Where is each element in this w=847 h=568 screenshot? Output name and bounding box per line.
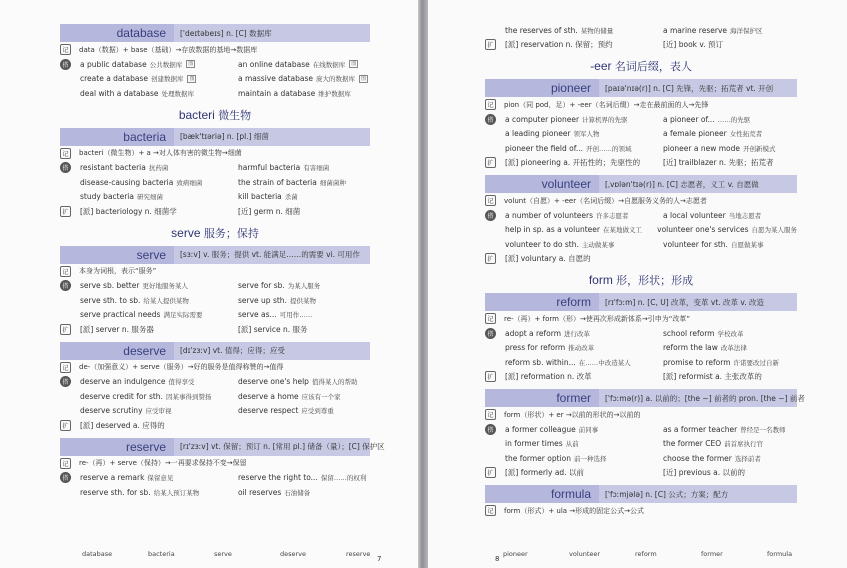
phrase-icon: 搭	[60, 59, 71, 70]
page-footer-index: pioneer volunteer reform former formula	[503, 550, 793, 558]
etymology-row: 记 volunt（自愿）+ -eer（名词后缀）→自愿服务义务的人→志愿者	[485, 193, 797, 208]
phrase-row: a leading pioneer 领军人物 a female pioneer 女性拓荒者	[505, 129, 763, 139]
definition: [rɪ'fɔːm] n. [C, U] 改革，变革 vt. 改革 v. 改造	[605, 297, 765, 307]
entry-header-deserve	[60, 342, 370, 360]
headword: reserve	[125, 439, 166, 454]
phrase-icon: 搭	[60, 280, 71, 291]
entry-header-former	[485, 389, 805, 407]
memory-icon: 记	[60, 44, 71, 55]
entry-header-database	[60, 24, 370, 42]
derivative-icon: 扩	[60, 324, 71, 335]
page-number: 8	[495, 555, 500, 563]
phrase-row: 搭 a former colleague 前同事 as a former teacher 曾经是一名教师	[485, 422, 797, 437]
memory-icon: 记	[60, 266, 71, 277]
phrase-row: serve sth. to sb. 给某人提供某物 serve up sth. 提供某物	[80, 295, 316, 305]
phrase-row: 搭 a public database 公共数据库 图 an online database 在线数据库 图	[60, 57, 370, 72]
memory-icon: 记	[485, 409, 496, 420]
page-number: 7	[377, 555, 382, 563]
headword: former	[556, 391, 591, 405]
phrase-row: 搭 serve sb. better 更好地服务某人 serve for sb. 为某人服务	[60, 279, 370, 294]
phrase-icon: 搭	[60, 472, 71, 483]
memory-icon: 记	[60, 148, 71, 159]
section-title: -eer 名词后缀，表人	[590, 59, 692, 73]
phrase-row: pioneer the field of... 开创……的领域 pioneer a new mode 开创新模式	[505, 143, 776, 153]
section-title: serve 服务；保持	[171, 225, 259, 240]
memory-icon: 记	[485, 313, 496, 324]
phrase-icon: 搭	[485, 424, 496, 435]
etymology-row: 记 re-（再）+ form（形）→使再次形成新体系→引申为“改革”	[485, 311, 797, 326]
phrase-icon: 搭	[60, 162, 71, 173]
definition: [bæk'tɪəriə] n. [pl.] 细菌	[180, 132, 269, 141]
headword: volunteer	[541, 177, 591, 191]
phrase-row: 搭 a number of volunteers 许多志愿者 a local volunteer 当地志愿者	[485, 208, 797, 223]
derivative-row: 扩 [派] server n. 服务器 [派] service n. 服务	[60, 322, 370, 337]
definition: [rɪ'zɜːv] vt. 保留；预订 n. [常用 pl.] 储备（量）；[C] 保护区	[180, 442, 385, 451]
headword: serve	[136, 247, 166, 262]
left-page	[0, 0, 418, 568]
memory-icon: 记	[60, 458, 71, 469]
entry-header-volunteer	[485, 175, 797, 193]
phrase-row: the former option 前一种选择 choose the former 选择前者	[505, 453, 761, 463]
etymology-row: 记 bacteri（微生物）+ a →对人体有害的微生物→细菌	[60, 146, 370, 161]
memory-icon: 记	[485, 505, 496, 516]
phrase-row: study bacteria 研究细菌 kill bacteria 杀菌	[80, 192, 298, 202]
derivative-icon: 扩	[485, 39, 496, 50]
etymology-row: 记 本身为词根，表示“服务”	[60, 264, 370, 279]
phrase-row: disease-causing bacteria 致病细菌 the strain of bacteria 细菌菌种	[80, 177, 346, 187]
entry-header-formula	[485, 485, 797, 503]
derivative-icon: 扩	[485, 371, 496, 382]
memory-icon: 记	[485, 195, 496, 206]
phrase-row: 搭 adopt a reform 进行改革 school reform 学校改革	[485, 326, 797, 341]
entry-header-reform	[485, 293, 797, 311]
definition: ['deɪtəbeɪs] n. [C] 数据库	[180, 28, 272, 38]
derivative-row: 扩 [派] bacteriology n. 细菌学 [近] germ n. 细菌	[60, 204, 370, 219]
definition: [paɪə'nɪə(r)] n. [C] 先锋，先驱；拓荒者 vt. 开创	[605, 83, 774, 93]
definition: ['fɔːmjələ] n. [C] 公式；方案；配方	[605, 489, 729, 499]
phrase-row: reserve sth. for sb. 给某人预订某物 oil reserves 石油储备	[80, 487, 311, 497]
phrase-row: 搭 reserve a remark 保留意见 reserve the right to... 保留……的权利	[60, 471, 370, 486]
page-footer-index: database bacteria serve deserve reserve	[82, 550, 371, 558]
phrase-row: deserve scrutiny 应受审视 deserve respect 应受到尊重	[80, 406, 334, 416]
etymology-row: 记 form（形状）+ er →以前的形状的→以前的	[485, 407, 797, 422]
phrase-row: 搭 deserve an indulgence 值得享受 deserve one's help 值得某人的帮助	[60, 375, 370, 390]
phrase-row: in former times 从前 the former CEO 前首席执行官	[505, 439, 764, 449]
phrase-icon: 搭	[485, 328, 496, 339]
derivative-icon: 扩	[60, 420, 71, 431]
derivative-icon: 扩	[60, 206, 71, 217]
phrase-icon: 搭	[485, 210, 496, 221]
phrase-row: press for reform 推动改革 reform the law 改革法律	[505, 343, 747, 353]
memory-icon: 记	[485, 99, 496, 110]
right-page	[428, 0, 847, 568]
headword: deserve	[123, 343, 166, 358]
memory-icon: 记	[60, 362, 71, 373]
derivative-row: 扩 [派] pioneering a. 开拓性的；先驱性的 [近] trailblazer n. 先驱；拓荒者	[485, 156, 797, 171]
phrase-row: deserve credit for sth. 因某事得到赞扬 deserve a home 应该有一个家	[80, 391, 341, 401]
definition: [ˌvɒlən'tɪə(r)] n. [C] 志愿者，义工 v. 自愿做	[605, 179, 759, 189]
phrase-row: the reserves of sth. 某物的储量 a marine reserve 海洋保护区	[505, 25, 763, 35]
definition: [sɜːv] v. 服务；提供 vt. 能满足……的需要 vi. 可用作	[180, 250, 360, 259]
phrase-row: 搭 a computer pioneer 计算机界的先驱 a pioneer of... ……的先驱	[485, 112, 797, 127]
etymology-row: 记 pion（同 pod，足）+ -eer（名词后缀）→走在最前面的人→先锋	[485, 97, 797, 112]
phrase-row: volunteer to do sth. 主动做某事 volunteer for sth. 自愿做某事	[505, 239, 764, 249]
derivative-row: 扩 [派] reformation n. 改革 [派] reformist a. 主张改革的	[485, 370, 797, 385]
derivative-icon: 扩	[485, 253, 496, 264]
entry-header-reserve	[60, 438, 385, 456]
derivative-icon: 扩	[485, 157, 496, 168]
definition: ['fɔːmə(r)] a. 以前的；[the ~] 前者的 pron. [the ~] 前者	[605, 393, 805, 403]
derivative-row: 扩 [派] formerly ad. 以前 [近] previous a. 以前的	[485, 466, 797, 481]
etymology-row: 记 de-（加强意义）+ serve（服务）→好的服务是值得称赞的→值得	[60, 360, 370, 375]
section-title: bacteri 微生物	[178, 107, 252, 122]
etymology-row: 记 re-（再）+ serve（保持）→一再要求保持不变→保留	[60, 456, 370, 471]
etymology-row: 记 data（数据）+ base（基础）→存放数据的基地→数据库	[60, 42, 370, 57]
phrase-icon: 搭	[60, 376, 71, 387]
derivative-row: 扩 [派] voluntary a. 自愿的	[485, 252, 797, 267]
headword: reform	[556, 295, 591, 309]
headword: pioneer	[550, 81, 591, 95]
phrase-row: 搭 resistant bacteria 抗药菌 harmful bacteria 有害细菌	[60, 161, 370, 176]
phrase-row: help in sp. as a volunteer 在某地做义工 volunteer one's services 自愿为某人服务	[505, 225, 797, 235]
entry-header-serve	[60, 246, 370, 264]
phrase-row: reform sb. within... 在……中改造某人 promise to reform 许诺要改过自新	[505, 357, 779, 367]
phrase-row: deal with a database 处理数据库 maintain a database 维护数据库	[80, 88, 351, 98]
book-gutter	[418, 0, 428, 568]
phrase-icon: 搭	[485, 114, 496, 125]
etymology-row: 记 form（形式）+ ula →形成的固定公式→公式	[485, 503, 797, 518]
entry-header-bacteria	[60, 128, 370, 146]
section-title: form 形，形状；形成	[588, 273, 694, 287]
phrase-row: create a database 创建数据库 图 a massive database 庞大的数据库 图	[80, 74, 367, 84]
headword: database	[116, 26, 166, 40]
headword: formula	[550, 487, 591, 501]
phrase-row: serve practical needs 满足实际需要 serve as... 可用作……	[80, 310, 313, 320]
derivative-row: 扩 [派] reservation n. 保留；预约 [近] book v. 预订	[485, 38, 797, 53]
derivative-icon: 扩	[485, 467, 496, 478]
entry-header-pioneer	[485, 79, 797, 97]
definition: [dɪ'zɜːv] vt. 值得；应得；应受	[180, 346, 285, 355]
derivative-row: 扩 [派] deserved a. 应得的	[60, 418, 370, 433]
headword: bacteria	[123, 129, 166, 144]
